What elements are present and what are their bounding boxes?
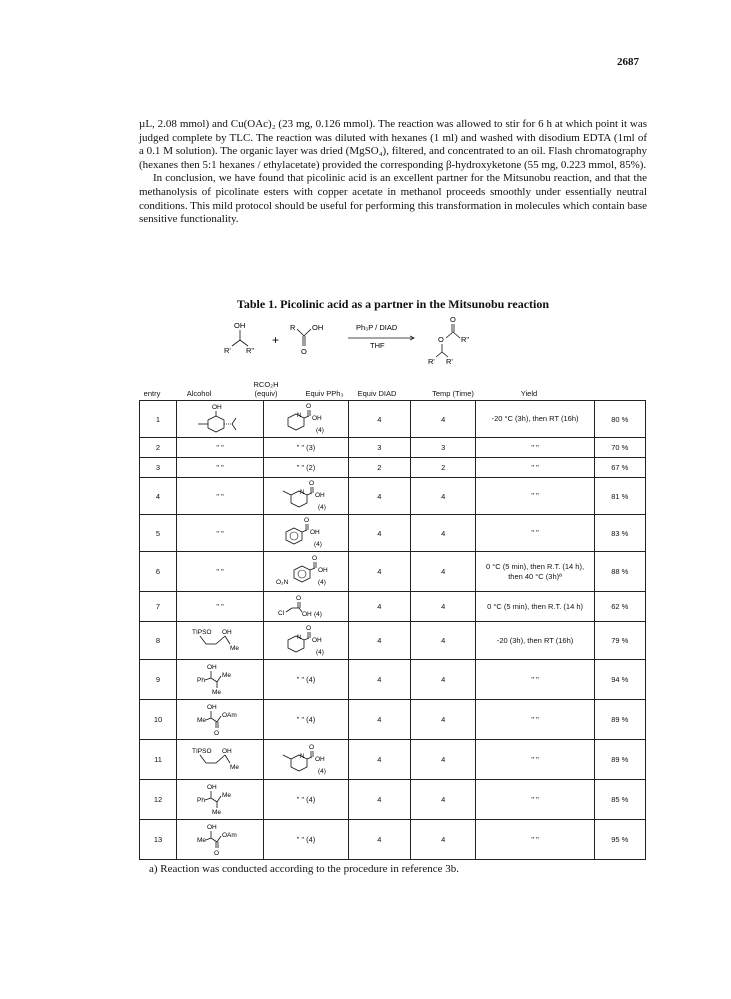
- svg-text:OH: OH: [317, 566, 328, 574]
- cell-diad: 3: [410, 438, 476, 458]
- svg-text:OH: OH: [207, 663, 217, 671]
- header-diad: Equiv DIAD: [357, 389, 397, 398]
- cell-entry: 12: [140, 780, 177, 820]
- scheme-conditions: [348, 323, 414, 350]
- cell-pph3: 4: [348, 700, 410, 740]
- header-alcohol: Alcohol: [186, 389, 212, 398]
- svg-text:Cl: Cl: [277, 609, 285, 617]
- svg-text:OH: OH: [309, 529, 320, 536]
- cell-entry: 5: [140, 515, 177, 552]
- amide-alcohol-structure: [195, 822, 245, 856]
- header-acid: RCO₂H: [253, 380, 279, 389]
- cell-yield: 94 %: [594, 660, 645, 700]
- cell-entry: 11: [140, 740, 177, 780]
- methylpicolinic-acid-structure: [275, 742, 337, 776]
- cell-entry: 9: [140, 660, 177, 700]
- cell-entry: 7: [140, 592, 177, 622]
- cell-alcohol: " ": [176, 438, 263, 458]
- cell-acid: " " (4): [264, 660, 349, 700]
- svg-text:OH: OH: [212, 404, 222, 411]
- svg-text:O: O: [308, 480, 315, 487]
- scheme-acid-r: R: [290, 323, 296, 332]
- cell-alcohol: [176, 820, 263, 860]
- cell-alcohol: [176, 660, 263, 700]
- table-caption: Table 1. Picolinic acid as a partner in the Mitsunobu reaction: [236, 297, 550, 311]
- cell-pph3: 4: [348, 820, 410, 860]
- table-row: [140, 458, 646, 478]
- cell-diad: 4: [410, 660, 476, 700]
- svg-text:OH: OH: [207, 703, 217, 711]
- cell-yield: 79 %: [594, 622, 645, 660]
- scheme-conditions-top: Ph₃P / DIAD: [356, 323, 398, 332]
- cell-yield: 62 %: [594, 592, 645, 622]
- tipso-alcohol-structure: [190, 626, 250, 654]
- cell-temp: -20 °C (3h), then RT (16h): [476, 401, 594, 438]
- svg-text:OH: OH: [314, 755, 325, 763]
- cell-entry: 2: [140, 438, 177, 458]
- cell-temp: " ": [476, 458, 594, 478]
- svg-text:O: O: [308, 743, 315, 751]
- cell-diad: 4: [410, 700, 476, 740]
- svg-text:OH: OH: [207, 823, 217, 831]
- svg-text:Ph: Ph: [197, 796, 205, 804]
- cell-acid: [264, 552, 349, 592]
- cell-yield: 81 %: [594, 478, 645, 515]
- scheme-alcohol-sub1: R': [224, 346, 231, 355]
- cell-diad: 4: [410, 515, 476, 552]
- svg-text:Ph: Ph: [197, 676, 205, 684]
- cell-acid: " " (2): [264, 458, 349, 478]
- cell-yield: 95 %: [594, 820, 645, 860]
- svg-text:(4): (4): [317, 767, 326, 775]
- cell-entry: 13: [140, 820, 177, 860]
- table-row: [140, 552, 646, 592]
- svg-text:OAm: OAm: [222, 831, 237, 839]
- scheme-product-o-top: O: [450, 316, 456, 324]
- table-header: [139, 372, 647, 398]
- cell-yield: 67 %: [594, 458, 645, 478]
- header-acid-equiv: (equiv): [254, 389, 278, 398]
- cell-alcohol: " ": [176, 458, 263, 478]
- cell-pph3: 4: [348, 515, 410, 552]
- methylpicolinic-acid-structure: [275, 478, 337, 512]
- cell-acid: [264, 592, 349, 622]
- picolinic-acid-structure: [276, 401, 336, 435]
- cell-alcohol: " ": [176, 478, 263, 515]
- svg-text:Me: Me: [212, 688, 222, 696]
- cell-entry: 4: [140, 478, 177, 515]
- table-row: [140, 820, 646, 860]
- svg-text:O: O: [305, 403, 312, 410]
- picolinic-acid-structure: [276, 623, 336, 657]
- svg-text:Me: Me: [222, 791, 232, 799]
- cell-temp: " ": [476, 820, 594, 860]
- svg-text:(4): (4): [313, 541, 322, 548]
- cell-pph3: 3: [348, 438, 410, 458]
- scheme-product-sub1: R': [428, 357, 435, 366]
- table-row: [140, 515, 646, 552]
- svg-text:O₂N: O₂N: [275, 578, 289, 586]
- svg-text:(4): (4): [313, 610, 322, 618]
- svg-text:OH: OH: [222, 747, 232, 755]
- cell-temp: " ": [476, 740, 594, 780]
- cell-acid: [264, 740, 349, 780]
- svg-text:O: O: [303, 517, 310, 524]
- cell-entry: 8: [140, 622, 177, 660]
- cell-entry: 1: [140, 401, 177, 438]
- cell-pph3: 4: [348, 552, 410, 592]
- tipso-alcohol-structure: [190, 745, 250, 773]
- table-row: [140, 592, 646, 622]
- nitrobenzoic-acid-structure: [274, 553, 338, 589]
- reaction-scheme: [224, 316, 534, 366]
- cell-alcohol: [176, 622, 263, 660]
- cell-alcohol: [176, 780, 263, 820]
- scheme-plus: +: [272, 333, 280, 347]
- cell-pph3: 2: [348, 458, 410, 478]
- scheme-product: [428, 316, 469, 366]
- scheme-product-o: O: [438, 335, 444, 344]
- cell-entry: 3: [140, 458, 177, 478]
- cell-acid: [264, 401, 349, 438]
- cell-temp: " ": [476, 515, 594, 552]
- cell-alcohol: " ": [176, 552, 263, 592]
- cell-yield: 83 %: [594, 515, 645, 552]
- results-table: [139, 400, 646, 860]
- svg-text:O: O: [305, 624, 312, 632]
- svg-text:(4): (4): [315, 648, 324, 656]
- svg-text:TIPSO: TIPSO: [192, 747, 212, 755]
- svg-text:N: N: [299, 753, 305, 760]
- scheme-product-sub2: R': [446, 357, 453, 366]
- svg-text:O: O: [214, 729, 220, 736]
- svg-text:OH: OH: [222, 628, 232, 636]
- cell-yield: 89 %: [594, 740, 645, 780]
- table-row: [140, 438, 646, 458]
- body-text: [139, 118, 647, 227]
- header-temp: Temp (Time): [432, 389, 474, 398]
- cell-pph3: 4: [348, 401, 410, 438]
- svg-text:Me: Me: [197, 836, 207, 844]
- cell-acid: " " (4): [264, 820, 349, 860]
- cell-pph3: 4: [348, 622, 410, 660]
- cell-acid: " " (4): [264, 700, 349, 740]
- cell-alcohol: " ": [176, 592, 263, 622]
- cell-diad: 4: [410, 820, 476, 860]
- cell-acid: " " (3): [264, 438, 349, 458]
- svg-text:(4): (4): [317, 578, 326, 586]
- cell-yield: 88 %: [594, 552, 645, 592]
- cell-diad: 4: [410, 478, 476, 515]
- cell-acid: [264, 478, 349, 515]
- cell-yield: 85 %: [594, 780, 645, 820]
- cell-temp: 0 °C (5 min), then R.T. (14 h): [476, 592, 594, 622]
- svg-text:OH: OH: [207, 783, 217, 791]
- chloroacetic-acid-structure: [276, 593, 336, 619]
- cell-acid: [264, 622, 349, 660]
- amide-alcohol-structure: [195, 702, 245, 736]
- cell-diad: 4: [410, 740, 476, 780]
- cell-yield: 80 %: [594, 401, 645, 438]
- svg-text:Me: Me: [222, 671, 232, 679]
- cell-diad: 4: [410, 592, 476, 622]
- cell-acid: " " (4): [264, 780, 349, 820]
- page-number: 2687: [617, 56, 639, 68]
- scheme-alcohol: [224, 321, 254, 355]
- menthol-structure: [190, 402, 250, 434]
- phenyl-alcohol-structure: [195, 662, 245, 696]
- phenyl-alcohol-structure: [195, 782, 245, 816]
- scheme-acid-oh: OH: [312, 323, 324, 332]
- cell-acid: [264, 515, 349, 552]
- svg-text:Me: Me: [212, 808, 222, 816]
- header-entry: entry: [143, 389, 161, 398]
- cell-temp: " ": [476, 780, 594, 820]
- cell-temp: " ": [476, 700, 594, 740]
- table-row: [140, 478, 646, 515]
- cell-alcohol: " ": [176, 515, 263, 552]
- cell-temp: " ": [476, 660, 594, 700]
- cell-pph3: 4: [348, 740, 410, 780]
- cell-entry: 10: [140, 700, 177, 740]
- cell-pph3: 4: [348, 592, 410, 622]
- cell-alcohol: [176, 700, 263, 740]
- paragraph-conclusion: In conclusion, we have found that picolinic acid is an excellent partner for the Mitsunobu reaction, and that the methanolysis of picolinate esters with copper acetate in methanol proceeds smoothly under essentially neutral conditions. This mild protocol should be useful for performing this transformation in molecules which contain base sensitive functionality.: [139, 172, 647, 226]
- table-row: [140, 700, 646, 740]
- svg-text:Me: Me: [197, 716, 207, 724]
- svg-text:TIPSO: TIPSO: [192, 628, 212, 636]
- header-pph3: Equiv PPh₃: [305, 389, 344, 398]
- svg-text:OH: OH: [311, 415, 322, 422]
- table-footnote: a) Reaction was conducted according to the procedure in reference 3b.: [149, 863, 459, 875]
- table-row: [140, 660, 646, 700]
- scheme-alcohol-oh: OH: [234, 321, 246, 330]
- svg-text:OAm: OAm: [222, 711, 237, 719]
- benzoic-acid-structure: [276, 515, 336, 549]
- cell-temp: " ": [476, 438, 594, 458]
- cell-temp: " ": [476, 478, 594, 515]
- cell-diad: 4: [410, 780, 476, 820]
- header-yield: Yield: [520, 389, 538, 398]
- table-row: [140, 622, 646, 660]
- svg-text:N: N: [296, 634, 302, 641]
- cell-temp: 0 °C (5 min), then R.T. (14 h), then 40 °C (3h)ª: [476, 552, 594, 592]
- cell-diad: 4: [410, 552, 476, 592]
- svg-text:O: O: [214, 849, 220, 856]
- scheme-alcohol-sub2: R": [246, 346, 255, 355]
- table-row: [140, 740, 646, 780]
- cell-entry: 6: [140, 552, 177, 592]
- cell-diad: 4: [410, 401, 476, 438]
- svg-text:N: N: [299, 490, 305, 496]
- svg-text:OH: OH: [301, 610, 312, 618]
- cell-pph3: 4: [348, 660, 410, 700]
- cell-alcohol: [176, 740, 263, 780]
- paragraph-experimental: µL, 2.08 mmol) and Cu(OAc)₂ (23 mg, 0.126 mmol). The reaction was allowed to stir for 6 h at which point it was judged complete by TLC. The reaction was diluted with hexanes (1 ml) and washed with disodium EDTA (1ml of a 0.1 M solution). The organic layer was dried (MgSO₄), filtered, and concentrated to an oil. Flash chromatography (hexanes then 5:1 hexanes / ethylacetate) provided the corresponding β-hydroxyketone (55 mg, 0.223 mmol, 85%).: [139, 118, 647, 171]
- svg-text:N: N: [296, 413, 302, 419]
- scheme-conditions-bottom: THF: [370, 341, 385, 350]
- cell-pph3: 4: [348, 478, 410, 515]
- cell-diad: 4: [410, 622, 476, 660]
- cell-pph3: 4: [348, 780, 410, 820]
- cell-temp: -20 (3h), then RT (16h): [476, 622, 594, 660]
- svg-text:(4): (4): [317, 504, 326, 511]
- cell-diad: 2: [410, 458, 476, 478]
- table-row: [140, 401, 646, 438]
- scheme-acid-o: O: [301, 347, 307, 356]
- svg-text:OH: OH: [314, 492, 325, 499]
- cell-yield: 70 %: [594, 438, 645, 458]
- scheme-acid: [290, 323, 323, 356]
- cell-alcohol: [176, 401, 263, 438]
- svg-text:(4): (4): [315, 427, 324, 434]
- table-row: [140, 780, 646, 820]
- svg-text:O: O: [311, 554, 318, 562]
- cell-yield: 89 %: [594, 700, 645, 740]
- svg-text:O: O: [295, 594, 302, 602]
- scheme-product-r: R": [461, 335, 470, 344]
- svg-text:Me: Me: [230, 644, 240, 652]
- svg-text:Me: Me: [230, 763, 240, 771]
- svg-text:OH: OH: [311, 636, 322, 644]
